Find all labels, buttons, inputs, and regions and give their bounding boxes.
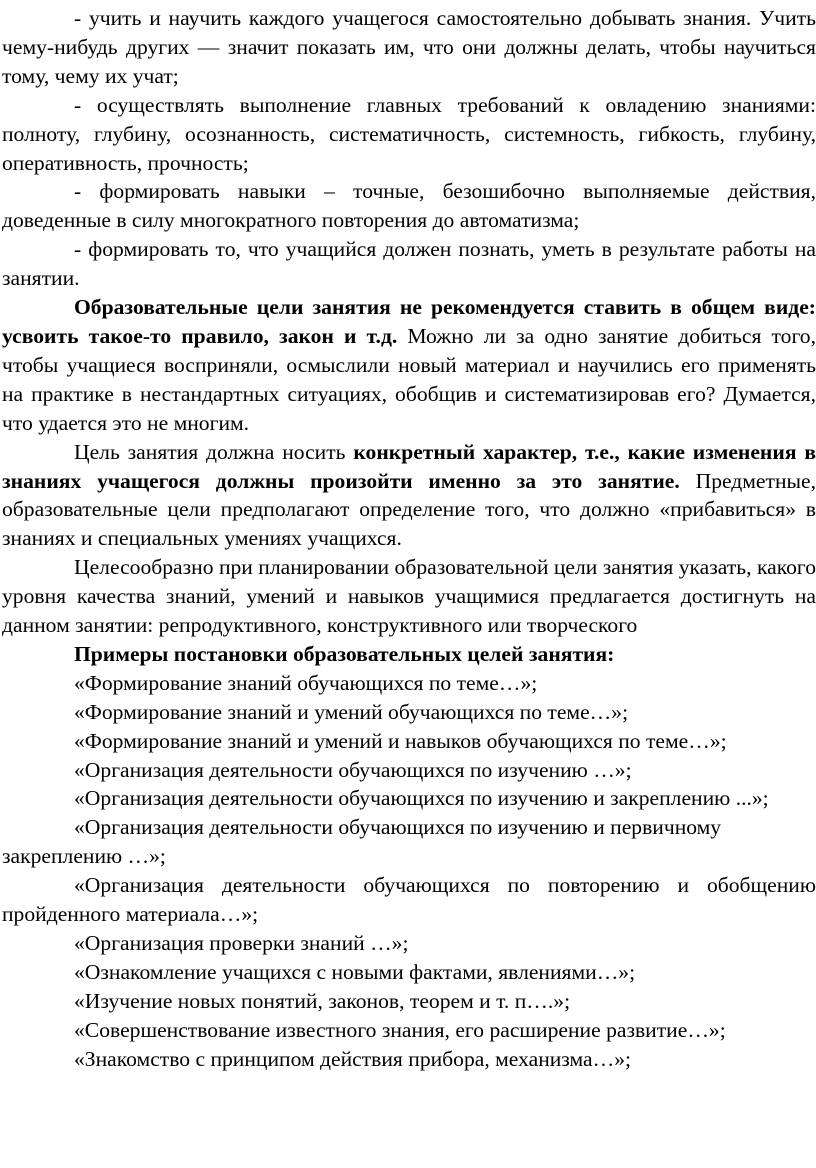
example-item: «Формирование знаний и умений обучающихся по теме…»; xyxy=(74,699,629,724)
example-item: «Формирование знаний обучающихся по теме…»; xyxy=(74,670,538,695)
bullet-item-1: - учить и научить каждого учащегося самостоятельно добывать знания. Учить чему-нибудь других — значит показать им, что они должны делать, чтобы научиться тому, чему их учат; xyxy=(2,6,816,88)
examples-heading-text: Примеры постановки образовательных целей занятия: xyxy=(74,641,615,666)
examples-heading xyxy=(2,640,816,669)
paragraph-knowledge-levels: Целесообразно при планировании образовательной цели занятия указать, какого уровня качества знаний, умений и навыков учащимися предлагается достигнуть на данном занятии: репродуктивного, конструктивного или творческого xyxy=(2,555,816,638)
paragraph-general-goals-bold: Образовательные цели занятия не рекомендуется ставить в общем виде: усвоить такое-то правило, закон и т.д. xyxy=(2,295,816,348)
paragraph-concrete-goal-lead: Цель занятия должна носить xyxy=(74,439,354,464)
bullet-item-2: - осуществлять выполнение главных требований к овладению знаниями: полноту, глубину, осознанность, систематичность, системность, гибкость, глубину, оперативность, прочность; xyxy=(2,92,816,175)
example-item: «Изучение новых понятий, законов, теорем и т. п….»; xyxy=(74,988,571,1013)
example-item: «Формирование знаний и умений и навыков обучающихся по теме…»; xyxy=(74,728,727,753)
paragraph-general-goals-text: Можно ли за одно занятие добиться того, чтобы учащиеся восприняли, осмыслили новый материал и научились его применять на практике в нестандартных ситуациях, обобщив и систематизировав его? Думается, что удается это не многим. xyxy=(2,323,816,435)
example-item: «Организация проверки знаний …»; xyxy=(74,931,409,955)
paragraph-concrete-goal xyxy=(2,438,816,554)
bullet-item-4: - формировать то, что учащийся должен познать, уметь в результате работы на занятии. xyxy=(2,237,816,291)
example-item: «Организация деятельности обучающихся по изучению и первичному закреплению …»; xyxy=(2,815,722,869)
paragraph-concrete-goal-tail: Предметные, образовательные цели предполагают определение того, что должно «прибавиться» в знаниях и специальных умениях учащихся. xyxy=(2,468,816,551)
example-item: «Знакомство с принципом действия прибора, механизма…»; xyxy=(74,1046,632,1071)
paragraph-general-goals xyxy=(2,293,816,438)
example-item: «Организация деятельности обучающихся по повторению и обобщению пройденного материала…»; xyxy=(2,873,816,927)
example-item: «Организация деятельности обучающихся по изучению и закреплению ...»; xyxy=(74,786,769,811)
example-item: «Совершенствование известного знания, его расширение развитие…»; xyxy=(74,1017,726,1042)
example-item: «Организация деятельности обучающихся по изучению …»; xyxy=(74,757,632,782)
example-item: «Ознакомление учащихся с новыми фактами, явлениями…»; xyxy=(74,959,636,984)
bullet-item-3: - формировать навыки – точные, безошибочно выполняемые действия, доведенные в силу многократного повторения до автоматизма; xyxy=(2,179,816,233)
paragraph-concrete-goal-bold: конкретный характер, т.е., какие изменения в знаниях учащегося должны произойти именно за это занятие. xyxy=(2,439,816,493)
